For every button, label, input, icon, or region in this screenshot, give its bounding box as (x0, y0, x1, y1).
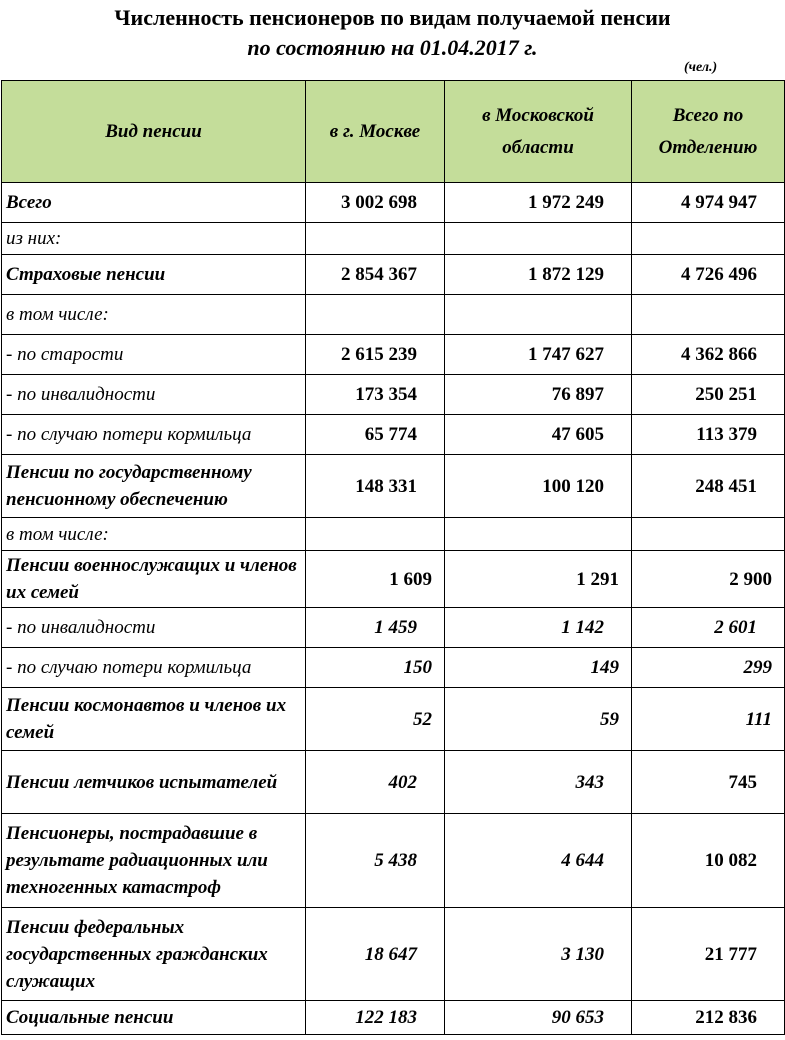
cell-region: 1 142 (445, 608, 632, 648)
column-header-moscow: в г. Москве (306, 81, 445, 183)
table-row (2, 648, 785, 688)
page-title: Численность пенсионеров по видам получаемой пенсии (114, 5, 671, 30)
cell-region: 76 897 (445, 375, 632, 415)
cell-region (445, 223, 632, 255)
row-label: - по случаю потери кормильца (2, 415, 306, 455)
cell-moscow (306, 518, 445, 551)
table-row (2, 908, 785, 1001)
cell-moscow: 5 438 (306, 814, 445, 908)
row-label: Пенсионеры, пострадавшие в результате радиационных или техногенных катастроф (2, 814, 306, 908)
table-row (2, 688, 785, 751)
cell-total (632, 518, 785, 551)
cell-total: 4 362 866 (632, 335, 785, 375)
row-label: - по случаю потери кормильца (2, 648, 306, 688)
cell-region: 1 291 (445, 551, 632, 608)
cell-total: 299 (632, 648, 785, 688)
row-label: - по старости (2, 335, 306, 375)
cell-region: 4 644 (445, 814, 632, 908)
table-row (2, 814, 785, 908)
cell-moscow: 2 854 367 (306, 255, 445, 295)
row-label: Пенсии летчиков испытателей (2, 751, 306, 814)
table-row (2, 255, 785, 295)
table-row (2, 375, 785, 415)
cell-total: 2 900 (632, 551, 785, 608)
cell-total: 745 (632, 751, 785, 814)
table-row (2, 518, 785, 551)
row-label: - по инвалидности (2, 608, 306, 648)
cell-moscow: 65 774 (306, 415, 445, 455)
cell-region: 47 605 (445, 415, 632, 455)
cell-region: 343 (445, 751, 632, 814)
cell-region (445, 518, 632, 551)
cell-region: 3 130 (445, 908, 632, 1001)
cell-moscow (306, 295, 445, 335)
row-label: в том числе: (2, 295, 306, 335)
cell-total: 4 726 496 (632, 255, 785, 295)
table-row (2, 415, 785, 455)
cell-moscow: 1 459 (306, 608, 445, 648)
cell-region: 1 972 249 (445, 183, 632, 223)
table-header-row (2, 81, 785, 183)
cell-total: 212 836 (632, 1001, 785, 1035)
cell-moscow (306, 223, 445, 255)
table-row (2, 608, 785, 648)
row-label: в том числе: (2, 518, 306, 551)
cell-region: 1 872 129 (445, 255, 632, 295)
cell-moscow: 148 331 (306, 455, 445, 518)
pension-table (1, 80, 785, 1035)
cell-moscow: 2 615 239 (306, 335, 445, 375)
column-header-type: Вид пенсии (2, 81, 306, 183)
unit-label: (чел.) (684, 60, 718, 75)
cell-total: 10 082 (632, 814, 785, 908)
cell-moscow: 173 354 (306, 375, 445, 415)
column-header-total: Всего по Отделению (632, 81, 785, 183)
table-row (2, 551, 785, 608)
row-label: Пенсии военнослужащих и членов их семей (2, 551, 306, 608)
cell-moscow: 3 002 698 (306, 183, 445, 223)
table-row (2, 295, 785, 335)
page-subtitle: по состоянию на 01.04.2017 г. (247, 35, 538, 60)
cell-region: 90 653 (445, 1001, 632, 1035)
row-label: Страховые пенсии (2, 255, 306, 295)
row-label: Пенсии по государственному пенсионному обеспечению (2, 455, 306, 518)
column-header-region: в Московской области (445, 81, 632, 183)
cell-region: 149 (445, 648, 632, 688)
cell-moscow: 1 609 (306, 551, 445, 608)
cell-region: 100 120 (445, 455, 632, 518)
cell-total: 2 601 (632, 608, 785, 648)
table-row (2, 751, 785, 814)
row-label: - по инвалидности (2, 375, 306, 415)
cell-moscow: 18 647 (306, 908, 445, 1001)
row-label: Социальные пенсии (2, 1001, 306, 1035)
table-row (2, 335, 785, 375)
table-row (2, 1001, 785, 1035)
cell-region: 1 747 627 (445, 335, 632, 375)
cell-total: 248 451 (632, 455, 785, 518)
row-label: Всего (2, 183, 306, 223)
cell-moscow: 122 183 (306, 1001, 445, 1035)
cell-region: 59 (445, 688, 632, 751)
cell-moscow: 402 (306, 751, 445, 814)
cell-moscow: 52 (306, 688, 445, 751)
row-label: из них: (2, 223, 306, 255)
table-row (2, 183, 785, 223)
cell-total: 250 251 (632, 375, 785, 415)
cell-total: 111 (632, 688, 785, 751)
cell-moscow: 150 (306, 648, 445, 688)
cell-total: 113 379 (632, 415, 785, 455)
cell-total: 21 777 (632, 908, 785, 1001)
row-label: Пенсии космонавтов и членов их семей (2, 688, 306, 751)
table-row (2, 455, 785, 518)
cell-total (632, 223, 785, 255)
row-label: Пенсии федеральных государственных гражданских служащих (2, 908, 306, 1001)
cell-total: 4 974 947 (632, 183, 785, 223)
cell-region (445, 295, 632, 335)
cell-total (632, 295, 785, 335)
table-row (2, 223, 785, 255)
